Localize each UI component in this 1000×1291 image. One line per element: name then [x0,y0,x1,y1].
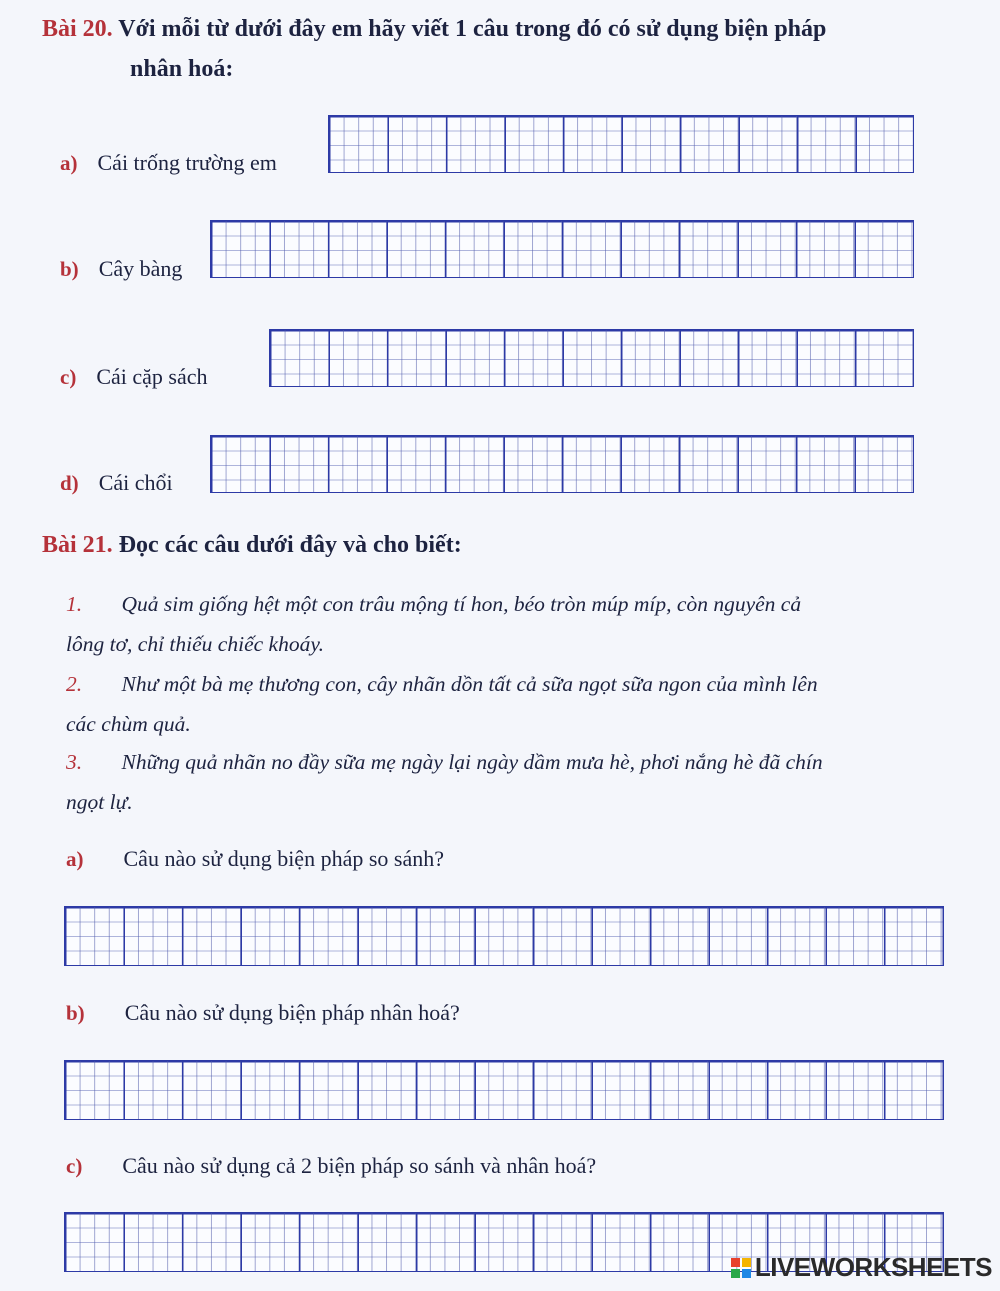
sentence-text: Như một bà mẹ thương con, cây nhãn dồn tất cả sữa ngọt sữa ngon của mình lên [121,672,818,696]
bai20-item-b [60,256,182,282]
item-text: Cây bàng [98,256,183,281]
bai21-question-b [66,1000,460,1026]
item-text: Cái chổi [98,470,173,495]
bai21-question-c [66,1153,596,1179]
answer-grid-bai20-a[interactable] [328,115,914,173]
sentence-2-line2: các chùm quả. [66,712,191,736]
item-label: b) [60,257,79,281]
sentence-number: 3. [66,750,83,774]
question-text: Câu nào sử dụng biện pháp so sánh? [123,846,444,871]
question-label: b) [66,1001,85,1025]
sentence-3-line2: ngọt lự. [66,790,133,814]
answer-grid-bai20-c[interactable] [269,329,914,387]
sentence-2-line1 [66,672,818,697]
item-text: Cái cặp sách [96,364,208,389]
liveworksheets-logo [731,1252,992,1283]
question-label: c) [66,1154,83,1178]
item-label: a) [60,151,78,175]
answer-grid-bai20-b[interactable] [210,220,914,278]
item-text: Cái trống trường em [97,150,277,175]
sentence-number: 1. [66,592,83,616]
bai21-question-a [66,846,444,872]
sentence-1-line2: lông tơ, chỉ thiếu chiếc khoáy. [66,632,325,656]
bai20-title-line1 [42,16,826,43]
question-label: a) [66,847,84,871]
bai20-title-text: Với mỗi từ dưới đây em hãy viết 1 câu trong đó có sử dụng biện pháp [118,16,827,42]
answer-grid-bai21-b[interactable] [64,1060,944,1120]
sentence-number: 2. [66,672,83,696]
bai20-title-line2: nhân hoá: [130,56,234,82]
bai21-number: Bài 21. [42,532,113,558]
bai21-title-text: Đọc các câu dưới đây và cho biết: [118,532,462,558]
answer-grid-bai20-d[interactable] [210,435,914,493]
item-label: c) [60,365,77,389]
sentence-text: Những quả nhãn no đầy sữa mẹ ngày lại ngày dầm mưa hè, phơi nắng hè đã chín [121,750,823,774]
question-text: Câu nào sử dụng cả 2 biện pháp so sánh và nhân hoá? [122,1153,597,1178]
bai21-title [42,532,462,559]
item-label: d) [60,471,79,495]
answer-grid-bai21-a[interactable] [64,906,944,966]
question-text: Câu nào sử dụng biện pháp nhân hoá? [124,1000,460,1025]
sentence-text: Quả sim giống hệt một con trâu mộng tí hon, béo tròn múp míp, còn nguyên cả [121,592,802,616]
logo-text: LIVEWORKSHEETS [754,1252,992,1282]
sentence-1-line1 [66,592,801,617]
bai20-number: Bài 20. [42,16,113,42]
bai20-item-a [60,150,277,176]
sentence-3-line1 [66,750,823,775]
logo-icon [731,1258,751,1278]
bai20-item-c [60,364,208,390]
bai20-item-d [60,470,173,496]
